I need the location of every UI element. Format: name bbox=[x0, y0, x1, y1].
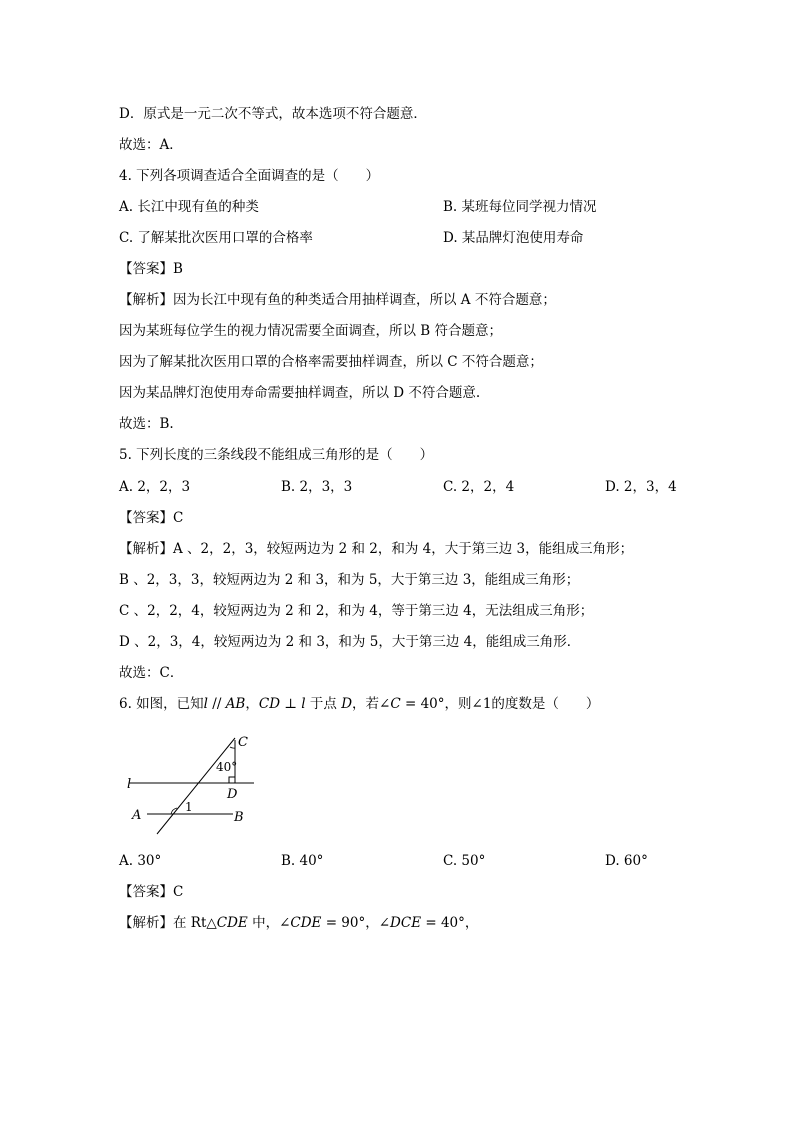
label-l: l bbox=[127, 777, 132, 792]
q4-option-d: D. 某品牌灯泡使用寿命 bbox=[443, 230, 584, 246]
label-b: B bbox=[234, 810, 244, 825]
perp-symbol: ⊥ bbox=[280, 696, 302, 712]
transversal-line bbox=[157, 738, 238, 834]
q5-analysis-2: B 、2，3，3，较短两边为 2 和 3，和为 5，大于第三边 3，能组成三角形； bbox=[119, 572, 580, 588]
q6-option-c: C. 50° bbox=[443, 853, 486, 869]
q4-option-a: A. 长江中现有鱼的种类 bbox=[119, 199, 259, 215]
angle-c-arc bbox=[230, 747, 235, 748]
q5-option-a: A. 2，2，3 bbox=[119, 479, 191, 495]
answer-tag: 【答案】 bbox=[119, 261, 173, 277]
q4-option-c: C. 了解某批次医用口罩的合格率 bbox=[119, 230, 313, 246]
q4-analysis-3: 因为了解某批次医用口罩的合格率需要抽样调查，所以 C 不符合题意； bbox=[119, 354, 543, 370]
q3-option-d-explanation: D．原式是一元二次不等式，故本选项不符合题意． bbox=[119, 106, 427, 122]
q4-analysis-2: 因为某班每位学生的视力情况需要全面调查，所以 B 符合题意； bbox=[119, 323, 503, 339]
math-d: D bbox=[341, 696, 353, 712]
q6-option-b: B. 40° bbox=[281, 853, 324, 869]
q5-stem: 5. 下列长度的三条线段不能组成三角形的是（ ） bbox=[119, 447, 434, 463]
math-dce: DCE bbox=[390, 915, 422, 931]
q5-option-b: B. 2，3，3 bbox=[281, 479, 353, 495]
analysis-text: = 40°， bbox=[421, 915, 479, 931]
label-c: C bbox=[238, 735, 248, 750]
analysis-tag: 【解析】 bbox=[119, 541, 173, 557]
geometry-diagram bbox=[119, 728, 279, 843]
q6-stem bbox=[119, 695, 599, 713]
analysis-tag: 【解析】 bbox=[119, 915, 173, 931]
q4-conclusion: 故选：B. bbox=[119, 416, 174, 432]
q5-analysis-1 bbox=[119, 540, 633, 558]
label-a: A bbox=[132, 808, 142, 823]
q5-option-d: D. 2，3，4 bbox=[605, 479, 677, 495]
q6-geometry-figure bbox=[119, 728, 279, 843]
q6-option-d: D. 60° bbox=[605, 853, 648, 869]
q4-answer bbox=[119, 260, 183, 278]
q4-option-b: B. 某班每位同学视力情况 bbox=[443, 199, 597, 215]
q6-answer bbox=[119, 883, 183, 901]
analysis-text: = 90°，∠ bbox=[321, 915, 391, 931]
math-cde: CDE bbox=[216, 915, 248, 931]
right-angle-mark bbox=[229, 777, 235, 783]
answer-value: B bbox=[173, 261, 183, 277]
stem-text: = 40°，则∠1的度数是（ ） bbox=[400, 696, 600, 712]
analysis-text: 因为长江中现有鱼的种类适合用抽样调查，所以 A 不符合题意； bbox=[173, 292, 556, 308]
answer-value: C bbox=[173, 884, 184, 900]
label-40-degrees: 40° bbox=[216, 760, 238, 774]
q5-option-c: C. 2，2，4 bbox=[443, 479, 515, 495]
q5-answer bbox=[119, 509, 183, 527]
answer-tag: 【答案】 bbox=[119, 510, 173, 526]
answer-value: C bbox=[173, 510, 184, 526]
q6-option-a: A. 30° bbox=[119, 853, 162, 869]
analysis-text: 在 Rt△ bbox=[173, 915, 217, 931]
stem-text: ，若∠ bbox=[352, 696, 391, 712]
stem-text: 于点 bbox=[305, 696, 342, 712]
q4-stem: 4. 下列各项调查适合全面调查的是（ ） bbox=[119, 168, 380, 184]
analysis-text: A 、2，2，3，较短两边为 2 和 2，和为 4，大于第三边 3，能组成三角形； bbox=[173, 541, 634, 557]
parallel-symbol: // bbox=[208, 696, 226, 712]
q5-analysis-3: C 、2，2，4，较短两边为 2 和 2，和为 4，等于第三边 4，无法组成三角形； bbox=[119, 603, 594, 619]
stem-text: 6. 如图，已知 bbox=[119, 696, 204, 712]
q4-analysis-1 bbox=[119, 291, 556, 309]
math-c: C bbox=[390, 696, 401, 712]
q6-analysis-1 bbox=[119, 914, 478, 932]
q5-conclusion: 故选：C． bbox=[119, 665, 184, 681]
analysis-tag: 【解析】 bbox=[119, 292, 173, 308]
q3-conclusion: 故选：A． bbox=[119, 137, 183, 153]
comma: ， bbox=[245, 696, 259, 712]
math-cde: CDE bbox=[290, 915, 322, 931]
math-l: l bbox=[301, 696, 306, 712]
label-d: D bbox=[227, 787, 238, 802]
q4-analysis-4: 因为某品牌灯泡使用寿命需要抽样调查，所以 D 不符合题意. bbox=[119, 385, 481, 401]
math-cd: CD bbox=[258, 696, 281, 712]
answer-tag: 【答案】 bbox=[119, 884, 173, 900]
math-l: l bbox=[203, 696, 208, 712]
label-angle-1: 1 bbox=[185, 800, 193, 814]
analysis-text: 中，∠ bbox=[247, 915, 291, 931]
q5-analysis-4: D 、2，3，4，较短两边为 2 和 3，和为 5，大于第三边 4，能组成三角形． bbox=[119, 634, 581, 650]
math-ab: AB bbox=[225, 696, 246, 712]
